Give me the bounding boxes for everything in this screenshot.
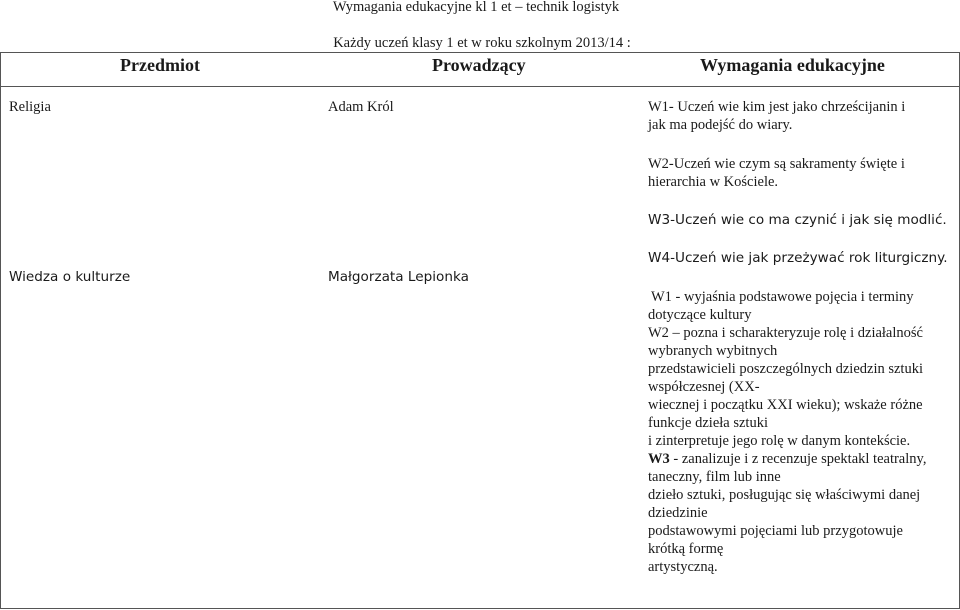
requirement-w3-religia: W3-Uczeń wie co ma czynić i jak się modlić. xyxy=(648,212,947,228)
requirement-w4-religia: W4-Uczeń wie jak przeżywać rok liturgiczny. xyxy=(648,250,948,266)
header-przedmiot: Przedmiot xyxy=(120,55,200,75)
document-title: Wymagania edukacyjne kl 1 et – technik logistyk xyxy=(332,0,620,15)
subject-religia: Religia xyxy=(9,99,51,115)
header-bottom-border xyxy=(0,86,960,87)
header-prowadzacy: Prowadzący xyxy=(432,55,526,75)
document-subtitle: Każdy uczeń klasy 1 et w roku szkolnym 2013/14 : xyxy=(333,35,631,51)
requirement-w2-kultura: W2 – pozna i scharakteryzuje rolę i działalność wybranych wybitnych przedstawicieli poszczególnych dziedzin sztuki współczesnej (XX- wiecznej i początku XXI wieku); wskaże różne funkcje dzieła sztuki i zinterpretuje jego rolę w danym kontekście. xyxy=(648,325,923,449)
subject-wiedza-o-kulturze: Wiedza o kulturze xyxy=(9,269,131,285)
requirement-w3-kultura: W3 - zanalizuje i z recenzuje spektakl teatralny, taneczny, film lub inne dzieło sztuki, posługując się właściwymi danej dziedzinie podstawowymi pojęciami lub przygotowuje krótką formę artystyczną. xyxy=(648,451,927,575)
table-top-border xyxy=(0,52,960,53)
header-wymagania: Wymagania edukacyjne xyxy=(700,55,885,75)
requirement-code-w3: W3 xyxy=(648,451,670,467)
teacher-wiedza-o-kulturze: Małgorzata Lepionka xyxy=(328,269,469,285)
teacher-religia: Adam Król xyxy=(328,99,394,115)
requirement-w1-religia: W1- Uczeń wie kim jest jako chrześcijanin i jak ma podejść do wiary. xyxy=(648,99,906,133)
requirement-w1-kultura: W1 - wyjaśnia podstawowe pojęcia i terminy dotyczące kultury xyxy=(648,289,914,323)
table-left-border xyxy=(0,52,1,609)
requirement-w2-religia: W2-Uczeń wie czym są sakramenty święte i hierarchia w Kościele. xyxy=(648,156,905,190)
table-bottom-border xyxy=(0,608,960,609)
